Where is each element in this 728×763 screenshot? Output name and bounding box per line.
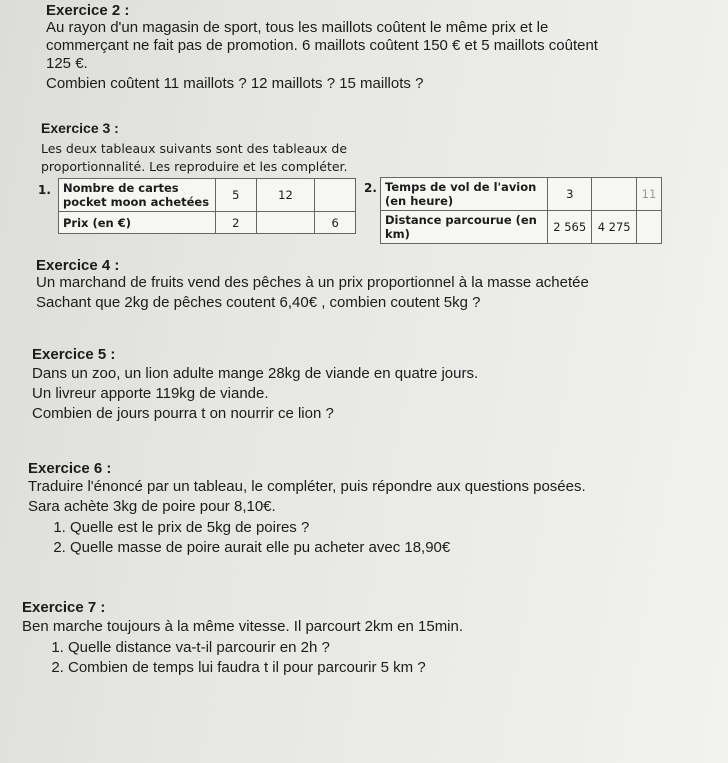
exercise-6-line: Traduire l'énoncé par un tableau, le compléter, puis répondre aux questions posées. (28, 478, 586, 495)
exercise-5-title: Exercice 5 : (32, 346, 116, 363)
table-cell: 11 (636, 178, 661, 211)
table-row (381, 211, 662, 244)
table-cell-label: Prix (en €) (59, 212, 216, 234)
proportion-table-2 (380, 177, 662, 244)
exercise-3 (41, 120, 348, 176)
table-cell: 2 565 (548, 211, 592, 244)
exercise-2-line: Au rayon d'un magasin de sport, tous les maillots coûtent le même prix et le (46, 19, 549, 36)
exercise-4-line: Un marchand de fruits vend des pêches à un prix proportionnel à la masse achetée (36, 274, 589, 291)
table-cell-label: Distance parcourue (en km) (381, 211, 548, 244)
table-cell-empty (636, 211, 661, 244)
exercise-4 (36, 257, 589, 312)
list-item: 2. Combien de temps lui faudra t il pour parcourir 5 km ? (68, 658, 463, 678)
exercise-2-title: Exercice 2 : (46, 2, 130, 19)
exercise-5 (32, 346, 478, 423)
exercise-3-intro: proportionnalité. Les reproduire et les compléter. (41, 159, 348, 174)
list-item: 1. Quelle distance va-t-il parcourir en 2h ? (68, 638, 463, 658)
exercise-2 (46, 2, 598, 93)
table-cell-empty (256, 212, 315, 234)
exercise-2-line: 125 €. (46, 55, 88, 72)
table-cell: 6 (315, 212, 356, 234)
exercise-6-line: Sara achète 3kg de poire pour 8,10€. (28, 498, 276, 515)
table-cell: 3 (548, 178, 592, 211)
table-1-number: 1. (38, 183, 51, 197)
exercise-7-line: Ben marche toujours à la même vitesse. Il parcourt 2km en 15min. (22, 618, 464, 635)
exercise-5-line: Un livreur apporte 119kg de viande. (32, 385, 269, 402)
exercise-7-questions (22, 638, 463, 678)
exercise-4-question: Sachant que 2kg de pêches coutent 6,40€ , combien coutent 5kg ? (36, 294, 481, 311)
table-cell: 4 275 (592, 211, 636, 244)
table-row (59, 212, 356, 234)
exercise-6-title: Exercice 6 : (28, 460, 112, 477)
exercise-7 (22, 599, 463, 678)
table-2-number: 2. (364, 181, 377, 195)
exercise-6 (28, 460, 586, 558)
table-row (59, 179, 356, 212)
exercise-4-title: Exercice 4 : (36, 257, 120, 274)
table-cell-label: Nombre de cartes pocket moon achetées (59, 179, 216, 212)
table-cell-label: Temps de vol de l'avion (en heure) (381, 178, 548, 211)
table-cell-empty (315, 179, 356, 212)
exercise-7-title: Exercice 7 : (22, 599, 106, 616)
exercise-2-question: Combien coûtent 11 maillots ? 12 maillots ? 15 maillots ? (46, 75, 424, 92)
table-row (381, 178, 662, 211)
exercise-5-line: Dans un zoo, un lion adulte mange 28kg de viande en quatre jours. (32, 365, 479, 382)
exercise-6-questions (28, 518, 586, 558)
exercise-5-question: Combien de jours pourra t on nourrir ce lion ? (32, 405, 334, 422)
table-cell-empty (592, 178, 636, 211)
exercise-3-intro: Les deux tableaux suivants sont des tableaux de (41, 141, 348, 156)
list-item: 2. Quelle masse de poire aurait elle pu acheter avec 18,90€ (70, 538, 586, 558)
exercise-3-title: Exercice 3 : (41, 120, 119, 136)
exercise-2-line: commerçant ne fait pas de promotion. 6 maillots coûtent 150 € et 5 maillots coûtent (46, 37, 598, 54)
list-item: 1. Quelle est le prix de 5kg de poires ? (70, 518, 586, 538)
table-cell: 2 (216, 212, 257, 234)
table-cell: 12 (256, 179, 315, 212)
table-cell: 5 (216, 179, 257, 212)
proportion-table-1 (58, 178, 356, 234)
